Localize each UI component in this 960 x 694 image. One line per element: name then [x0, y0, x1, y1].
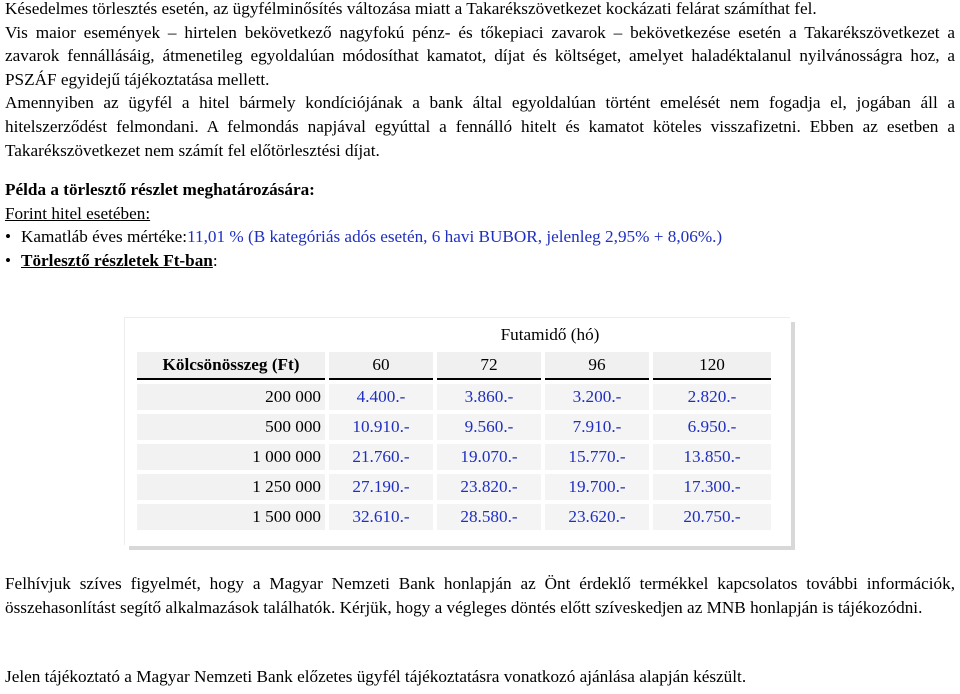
installment-cell: 21.760.- — [329, 444, 433, 470]
footer-mnb-notice — [5, 572, 955, 619]
table-row — [137, 444, 771, 470]
paragraph-vis-maior: Vis maior események – hirtelen bekövetkező nagyfokú pénz- és tőkepiaci zavarok – bekövetkezése esetén a Takarékszövetkezet a zavarok fennállásáig, átmenetileg egyoldalúan módosíthat kamatot, díjat és költséget, amelyet haladéktalanul nyilvánosságra hoz, a PSZÁF egyidejű tájékoztatása mellett. — [5, 22, 955, 89]
document-page — [5, 0, 955, 273]
interest-rate-label: Kamatláb éves mértéke: — [21, 227, 188, 247]
paragraph-termination: Amennyiben az ügyfél a hitel bármely kondíciójának a bank által egyoldalúan történt emelését nem fogadja el, jogában áll a hitelszerződést felmondani. A felmondás napjával egyúttal a fennálló hitelt és kamatot köteles visszafizetni. Ebben az esetben a Takarékszövetkezet nem számít fel előtörlesztési díjat. — [5, 93, 955, 160]
installment-cell: 9.560.- — [437, 414, 541, 440]
table-top-header-row — [137, 322, 771, 348]
paragraph-mnb-recommendation: Jelen tájékoztató a Magyar Nemzeti Bank előzetes ügyfél tájékoztatásra vonatkozó ajánlása alapján készült. — [5, 667, 747, 686]
loan-amount-cell: 1 500 000 — [137, 504, 325, 530]
bullet-installments — [5, 249, 955, 273]
table-corner-blank — [137, 322, 325, 348]
table-row — [137, 414, 771, 440]
installment-cell: 19.700.- — [545, 474, 649, 500]
installment-cell: 10.910.- — [329, 414, 433, 440]
installment-table-container — [125, 318, 791, 546]
column-header-60: 60 — [329, 352, 433, 380]
loan-amount-cell: 200 000 — [137, 384, 325, 410]
table-row — [137, 504, 771, 530]
installment-cell: 2.820.- — [653, 384, 771, 410]
installment-cell: 17.300.- — [653, 474, 771, 500]
installment-cell: 19.070.- — [437, 444, 541, 470]
paragraph-late-payment: Késedelmes törlesztés esetén, az ügyfélminősítés változása miatt a Takarékszövetkezet kockázati felárat számíthat fel. — [5, 0, 817, 18]
installment-cell: 32.610.- — [329, 504, 433, 530]
term-header: Futamidő (hó) — [500, 325, 600, 344]
installments-label: Törlesztő részletek Ft-ban — [21, 251, 213, 271]
installment-cell: 3.200.- — [545, 384, 649, 410]
table-row — [137, 384, 771, 410]
column-header-96: 96 — [545, 352, 649, 380]
installment-table — [133, 318, 775, 534]
installment-cell: 23.620.- — [545, 504, 649, 530]
interest-rate-value: 11,01 % (B kategóriás adós esetén, 6 havi BUBOR, jelenleg 2,95% + 8,06%.) — [187, 227, 723, 247]
installment-cell: 4.400.- — [329, 384, 433, 410]
installment-cell: 7.910.- — [545, 414, 649, 440]
installment-cell: 27.190.- — [329, 474, 433, 500]
column-header-72: 72 — [437, 352, 541, 380]
loan-amount-cell: 1 000 000 — [137, 444, 325, 470]
installments-colon: : — [212, 251, 218, 271]
bullet-interest-rate — [5, 225, 955, 249]
table-column-header-row — [137, 352, 771, 380]
loan-amount-cell: 500 000 — [137, 414, 325, 440]
column-header-120: 120 — [653, 352, 771, 380]
table-row — [137, 474, 771, 500]
example-subtitle: Forint hitel esetében: — [5, 203, 151, 223]
installment-cell: 23.820.- — [437, 474, 541, 500]
installment-cell: 28.580.- — [437, 504, 541, 530]
footer-disclaimer — [5, 665, 955, 689]
installment-cell: 13.850.- — [653, 444, 771, 470]
loan-amount-cell: 1 250 000 — [137, 474, 325, 500]
installment-cell: 3.860.- — [437, 384, 541, 410]
bullet-dot-icon: • — [5, 251, 12, 271]
example-title: Példa a törlesztő részlet meghatározására: — [5, 180, 315, 200]
bullet-dot-icon: • — [5, 227, 12, 247]
loan-amount-header: Kölcsönösszeg (Ft) — [137, 352, 325, 380]
installment-cell: 20.750.- — [653, 504, 771, 530]
paragraph-mnb-info: Felhívjuk szíves figyelmét, hogy a Magyar Nemzeti Bank honlapján az Önt érdeklő termékkel kapcsolatos további információk, összehasonlítást segítő alkalmazások találhatók. Kérjük, hogy a végleges döntés előtt szíveskedjen az MNB honlapján is tájékozódni. — [5, 574, 955, 617]
installment-cell: 15.770.- — [545, 444, 649, 470]
installment-cell: 6.950.- — [653, 414, 771, 440]
